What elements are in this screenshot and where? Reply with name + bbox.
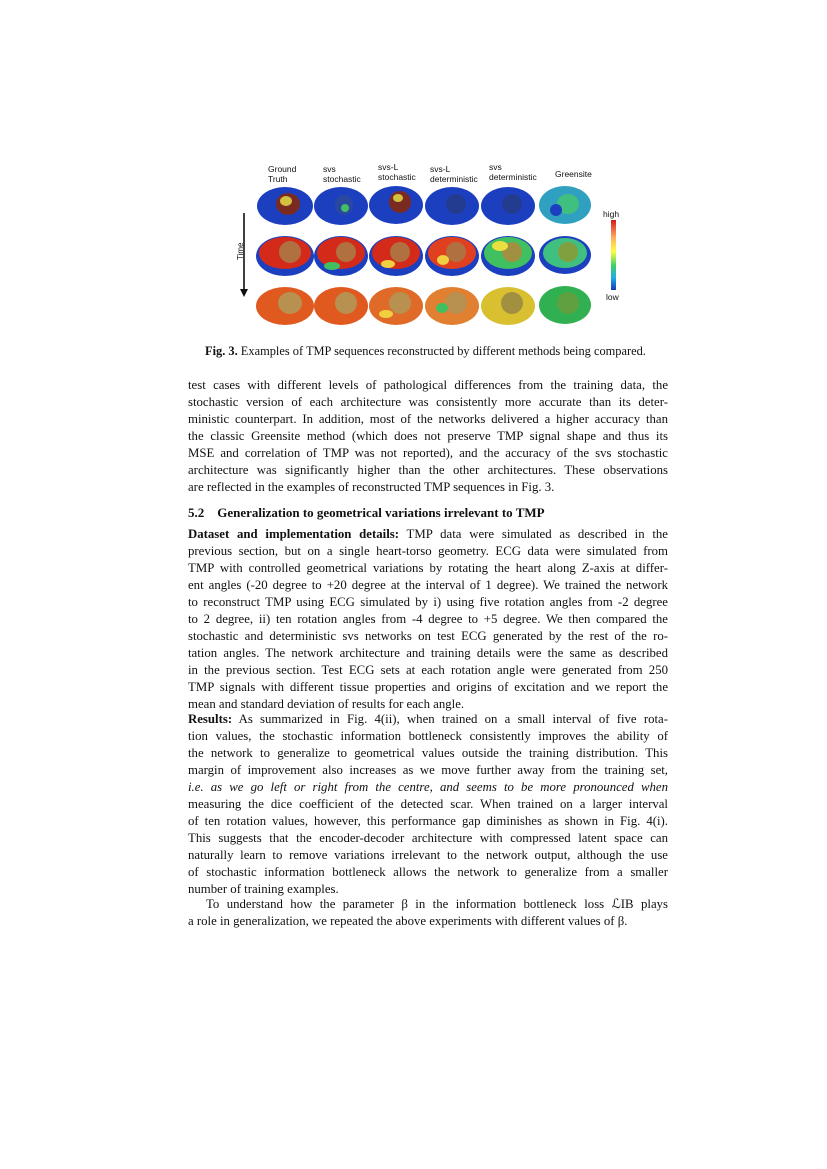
paragraph-stochastic-accuracy: test cases with different levels of pathological differences from the training data, the stochastic version of each architecture was consistently more accurate than its deter- ministic counterpart. In addition, most of the networks delivered a higher accuracy than the classic Greensite method (which does not preserve TMP signal shape and thus its MSE and correlation of TMP was not reported), and the accuracy of the svs stochastic architecture was significantly higher than the other architectures. These observations are reflected in the examples of reconstructed TMP sequences in Fig. 3. bbox=[188, 378, 668, 494]
column-label-svs-stochastic: svs stochastic bbox=[323, 164, 361, 184]
paragraph-results: Results: As summarized in Fig. 4(ii), when trained on a small interval of five rota- tion values, the stochastic information bottleneck consistently improves the ability of the network to generalize to geometrical values outside the training distribution. This margin of improvement also increases as we move further away from the training set, i.e. as we go left or right from the centre, and seems to be more pronounced when measuring the dice coefficient of the detected scar. When trained on a larger interval of ten rotation values, however, this performance gap diminishes as shown in Fig. 4(i). This suggests that the encoder-decoder architecture with compressed latent space can naturally learn to remove variations irrelevant to the network output, although the use of stochastic information bottleneck allows the network to generalize from a smaller number of training examples. bbox=[188, 712, 668, 896]
heart-row-3 bbox=[256, 286, 591, 325]
results-heading: Results: bbox=[188, 712, 233, 726]
heart-row-1 bbox=[257, 186, 591, 225]
caption-label: Fig. 3. bbox=[205, 344, 238, 358]
dataset-heading: Dataset and implementation details: bbox=[188, 527, 399, 541]
column-label-greensite: Greensite bbox=[555, 169, 592, 179]
time-axis-label: Time bbox=[236, 242, 245, 260]
figure-3 bbox=[228, 158, 628, 328]
colorbar-high-label: high bbox=[603, 209, 620, 219]
column-label-svs-deterministic: svs deterministic bbox=[489, 162, 537, 182]
section-heading: 5.2 Generalization to geometrical variations irrelevant to TMP bbox=[188, 505, 545, 520]
heart-row-2 bbox=[256, 236, 591, 276]
time-arrowhead bbox=[240, 289, 248, 297]
caption-text: Examples of TMP sequences reconstructed by different methods being compared. bbox=[237, 344, 646, 358]
column-label-ground-truth: Ground Truth bbox=[268, 164, 297, 184]
paragraph-beta: To understand how the parameter β in the information bottleneck loss ℒIB plays a role in generalization, we repeated the above experiments with different values of β. bbox=[188, 897, 668, 928]
heart-grid bbox=[228, 158, 628, 328]
column-label-svsl-deterministic: svs-L deterministic bbox=[430, 164, 478, 184]
figure-caption bbox=[205, 344, 665, 359]
colorbar-low-label: low bbox=[606, 292, 619, 302]
colorbar bbox=[611, 220, 616, 290]
paragraph-dataset-details: Dataset and implementation details: TMP data were simulated as described in the previous section, but on a single heart-torso geometry. ECG data were simulated from TMP with controlled geometrical variations by rotating the heart along Z-axis at differ- ent angles (-20 degree to +20 degree at the interval of 1 degree). We trained the network to reconstruct TMP using ECG simulated by i) using five rotation angles from -2 degree to 2 degree, ii) ten rotation angles from -4 degree to +5 degree. We then compared the stochastic and deterministic svs networks on test ECG generated by the rest of the ro- tation angles. The network architecture and training details were the same as described in the previous section. Test ECG sets at each rotation angle were generated from 250 TMP signals with different tissue properties and origins of excitation and we report the mean and standard deviation of results for each angle. bbox=[188, 527, 668, 711]
column-label-svsl-stochastic: svs-L stochastic bbox=[378, 162, 416, 182]
